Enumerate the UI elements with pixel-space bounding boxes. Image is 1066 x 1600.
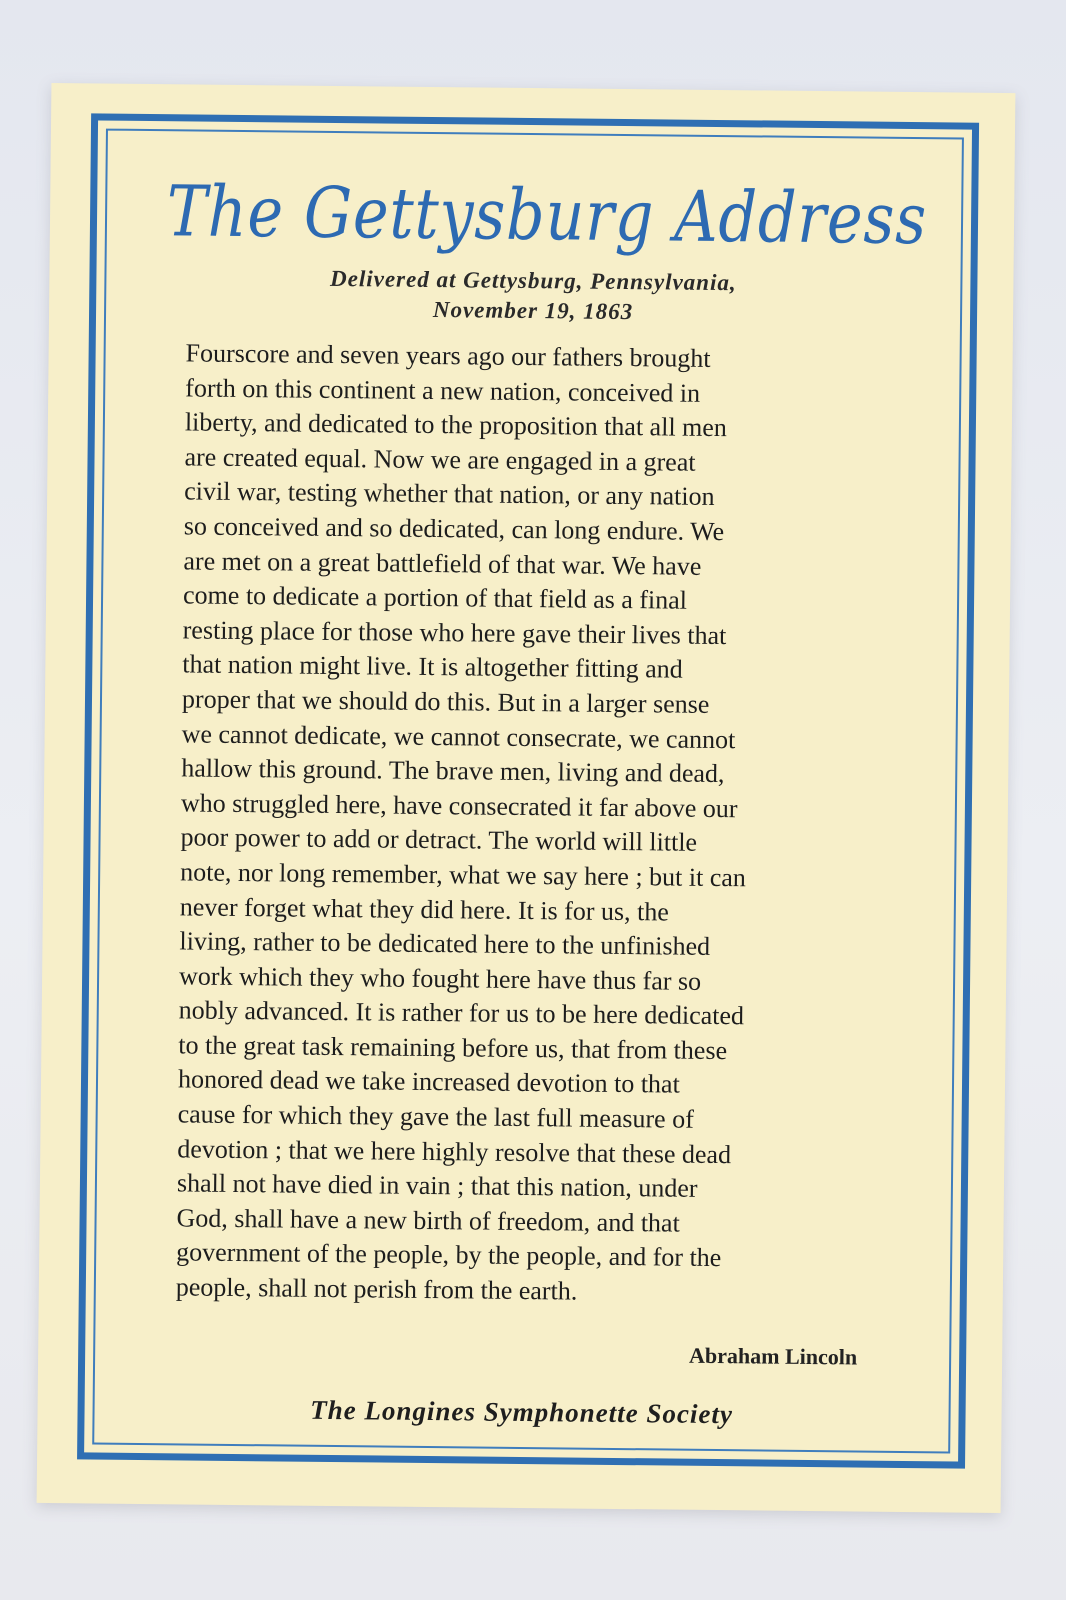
body-line: nobly advanced. It is rather for us to be here dedicated bbox=[178, 995, 745, 1031]
body-line: we cannot dedicate, we cannot consecrate, we cannot bbox=[181, 718, 736, 754]
body-line: hallow this ground. The brave men, living and dead, bbox=[181, 753, 725, 789]
body-line: forth on this continent a new nation, conceived in bbox=[185, 373, 701, 408]
body-line: come to dedicate a portion of that field as a final bbox=[182, 580, 688, 615]
body-line: never forget what they did here. It is for us, the bbox=[179, 891, 670, 927]
signature: Abraham Lincoln bbox=[688, 1342, 858, 1370]
address-body bbox=[96, 336, 960, 1314]
body-line: note, nor long remember, what we say here ; but it can bbox=[180, 857, 747, 893]
body-line: resting place for those who here gave their lives that bbox=[182, 615, 727, 650]
body-line: are created equal. Now we are engaged in a great bbox=[184, 442, 696, 477]
body-line: shall not have died in vain ; that this nation, under bbox=[176, 1168, 698, 1204]
body-line: work which they who fought here have thus far so bbox=[178, 961, 702, 996]
body-line: liberty, and dedicated to the proposition that all men bbox=[184, 407, 728, 443]
subtitle-line: November 19, 1863 bbox=[432, 296, 634, 325]
body-line: poor power to add or detract. The world will little bbox=[180, 822, 698, 858]
card-inner-border bbox=[92, 129, 964, 1454]
body-line: cause for which they gave the last full measure of bbox=[177, 1099, 694, 1134]
document-subtitle bbox=[106, 262, 961, 331]
card-outer-border bbox=[77, 113, 979, 1468]
document-title: The Gettysburg Address bbox=[166, 170, 928, 261]
body-line: people, shall not perish from the earth. bbox=[175, 1272, 578, 1306]
body-line: to the great task remaining before us, that from these bbox=[178, 1030, 728, 1065]
body-line: living, rather to be dedicated here to the unfinished bbox=[179, 926, 711, 962]
body-line: God, shall have a new birth of freedom, and that bbox=[176, 1203, 680, 1238]
body-line: government of the people, by the people, and for the bbox=[176, 1237, 722, 1273]
body-line: who struggled here, have consecrated it far above our bbox=[180, 788, 738, 823]
body-line: so conceived and so dedicated, can long endure. We bbox=[183, 511, 725, 547]
subtitle-line: Delivered at Gettysburg, Pennsylvania, bbox=[329, 265, 737, 296]
address-card bbox=[37, 83, 1016, 1513]
publisher-footer: The Longines Symphonette Society bbox=[310, 1394, 734, 1430]
body-line: Fourscore and seven years ago our fathers brought bbox=[185, 338, 711, 373]
body-line: civil war, testing whether that nation, or any nation bbox=[184, 476, 715, 512]
body-line: that nation might live. It is altogether fitting and bbox=[182, 649, 683, 684]
card-content bbox=[94, 131, 962, 1452]
body-line: devotion ; that we here highly resolve that these dead bbox=[177, 1134, 732, 1169]
body-line: honored dead we take increased devotion to that bbox=[177, 1064, 680, 1100]
body-line: proper that we should do this. But in a larger sense bbox=[181, 684, 710, 719]
body-line: are met on a great battlefield of that war. We have bbox=[183, 545, 702, 581]
